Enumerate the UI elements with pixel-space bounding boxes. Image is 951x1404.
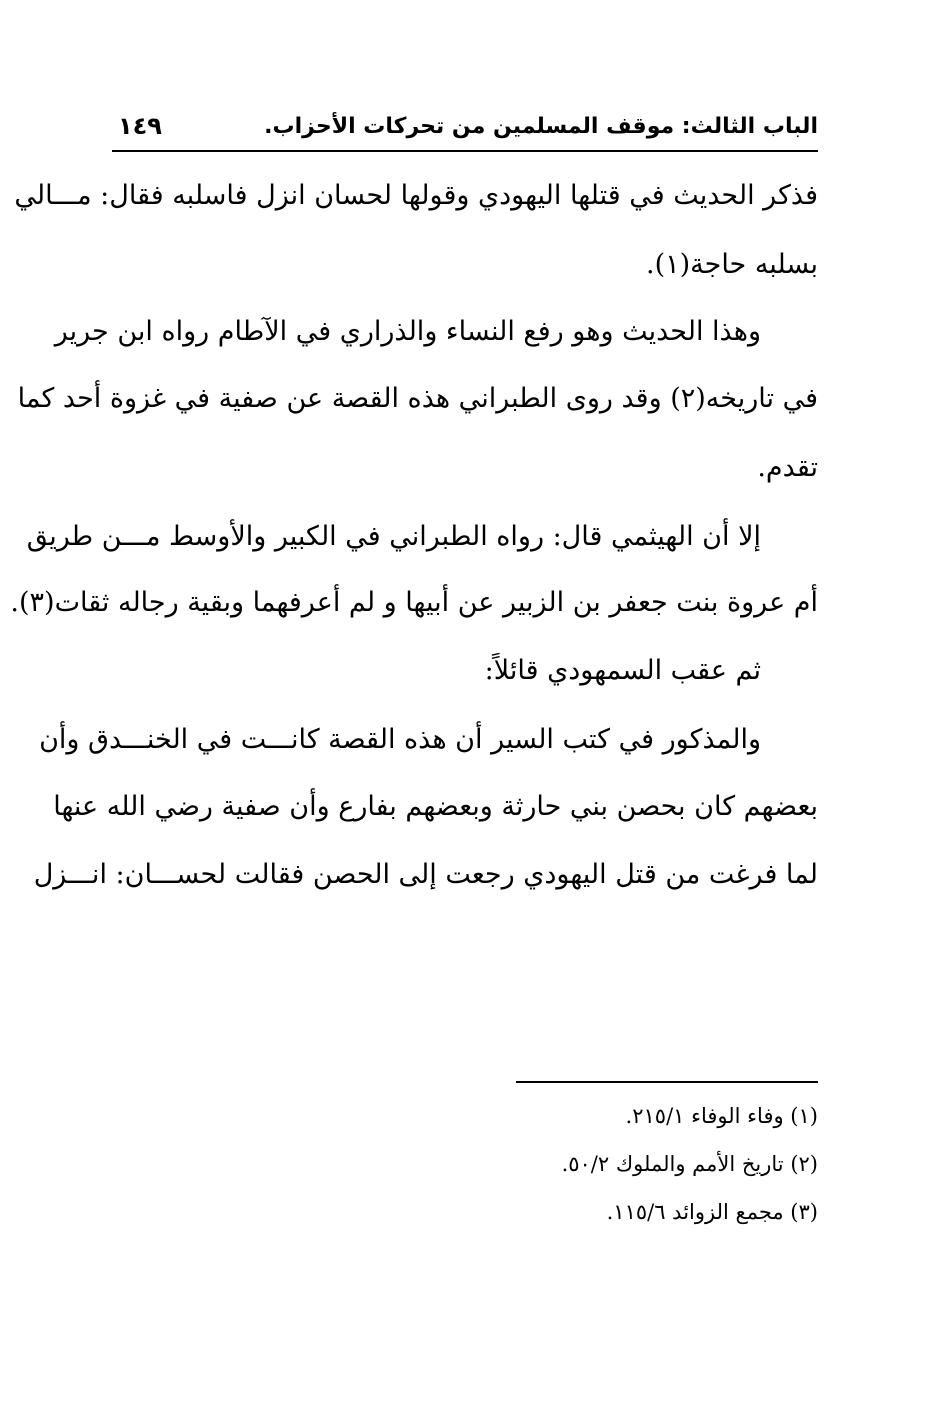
footnote-separator bbox=[516, 1081, 818, 1083]
text-line-5: تقدم. bbox=[757, 452, 818, 483]
text-line-1: فذكر الحديث في قتلها اليهودي وقولها لحسان انزل فاسلبه فقال: مـــالي bbox=[14, 180, 818, 211]
text-line-10: بعضهم كان بحصن بني حارثة وبعضهم بفارع وأن صفية رضي الله عنها bbox=[53, 791, 818, 822]
footnote-3: (٣) مجمع الزوائد ١١٥/٦. bbox=[606, 1200, 818, 1224]
text-line-6: إلا أن الهيثمي قال: رواه الطبراني في الكبير والأوسط مـــن طريق bbox=[26, 521, 761, 552]
chapter-title: الباب الثالث: موقف المسلمين من تحركات الأحزاب. bbox=[264, 114, 818, 139]
text-line-7: أم عروة بنت جعفر بن الزبير عن أبيها و لم أعرفهما وبقية رجاله ثقات(٣). bbox=[10, 587, 818, 618]
page-number: ١٤٩ bbox=[118, 112, 162, 140]
text-line-4: في تاريخه(٢) وقد روى الطبراني هذه القصة عن صفية في غزوة أحد كما bbox=[17, 383, 818, 414]
footnote-2: (٢) تاريخ الأمم والملوك ٥٠/٢. bbox=[561, 1152, 818, 1176]
text-line-8: ثم عقب السمهودي قائلاً: bbox=[484, 655, 761, 686]
text-line-3: وهذا الحديث وهو رفع النساء والذراري في الآطام رواه ابن جرير bbox=[54, 316, 761, 347]
text-line-11: لما فرغت من قتل اليهودي رجعت إلى الحصن فقالت لحســـان: انـــزل bbox=[33, 859, 818, 890]
text-line-9: والمذكور في كتب السير أن هذه القصة كانـــت في الخنـــدق وأن bbox=[39, 724, 761, 755]
footnote-1: (١) وفاء الوفاء ٢١٥/١. bbox=[625, 1104, 818, 1128]
text-line-2: بسلبه حاجة(١). bbox=[645, 249, 818, 280]
running-header bbox=[112, 108, 818, 152]
